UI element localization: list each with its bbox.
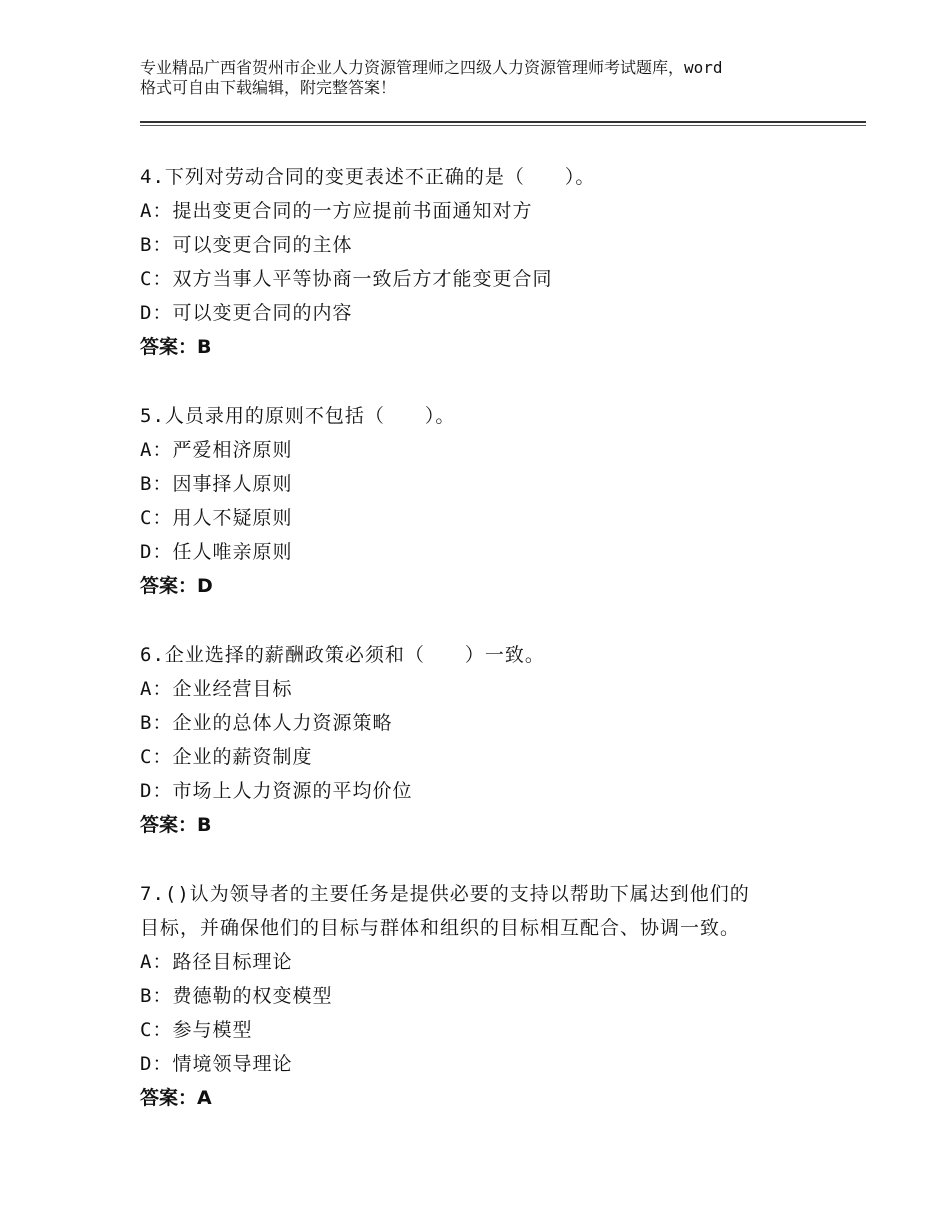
header-line-2: 格式可自由下载编辑，附完整答案！ bbox=[140, 78, 397, 97]
option-c: C：用人不疑原则 bbox=[140, 507, 293, 529]
option-d: D：情境领导理论 bbox=[140, 1053, 293, 1075]
question-stem-line-2: 目标，并确保他们的目标与群体和组织的目标相互配合、协调一致。 bbox=[140, 917, 741, 939]
option-d: D：可以变更合同的内容 bbox=[140, 302, 353, 324]
question-4 bbox=[140, 160, 860, 364]
answer: 答案：A bbox=[140, 1087, 212, 1109]
option-a: A：企业经营目标 bbox=[140, 678, 293, 700]
option-a: A：严爱相济原则 bbox=[140, 439, 293, 461]
question-stem: 6.企业选择的薪酬政策必须和（ ）一致。 bbox=[140, 644, 545, 666]
question-5 bbox=[140, 399, 860, 603]
question-6 bbox=[140, 638, 860, 842]
answer: 答案：B bbox=[140, 336, 212, 358]
option-a: A：路径目标理论 bbox=[140, 951, 293, 973]
document-header bbox=[140, 58, 840, 98]
option-a: A：提出变更合同的一方应提前书面通知对方 bbox=[140, 200, 533, 222]
answer: 答案：B bbox=[140, 814, 212, 836]
question-7 bbox=[140, 877, 860, 1115]
option-c: C：双方当事人平等协商一致后方才能变更合同 bbox=[140, 268, 553, 290]
question-stem: 5.人员录用的原则不包括（ ）。 bbox=[140, 405, 456, 427]
option-b: B：费德勒的权变模型 bbox=[140, 985, 333, 1007]
header-line-1: 专业精品广西省贺州市企业人力资源管理师之四级人力资源管理师考试题库，word bbox=[140, 58, 723, 77]
header-divider-thick bbox=[140, 121, 866, 123]
option-b: B：企业的总体人力资源策略 bbox=[140, 712, 393, 734]
header-divider-thin bbox=[140, 125, 866, 126]
option-b: B：可以变更合同的主体 bbox=[140, 234, 353, 256]
option-d: D：市场上人力资源的平均价位 bbox=[140, 780, 413, 802]
option-b: B：因事择人原则 bbox=[140, 473, 293, 495]
option-c: C：企业的薪资制度 bbox=[140, 746, 313, 768]
option-d: D：任人唯亲原则 bbox=[140, 541, 293, 563]
question-stem-line-1: 7.()认为领导者的主要任务是提供必要的支持以帮助下属达到他们的 bbox=[140, 883, 750, 905]
question-stem: 4.下列对劳动合同的变更表述不正确的是（ ）。 bbox=[140, 166, 596, 188]
answer: 答案：D bbox=[140, 575, 213, 597]
option-c: C：参与模型 bbox=[140, 1019, 253, 1041]
